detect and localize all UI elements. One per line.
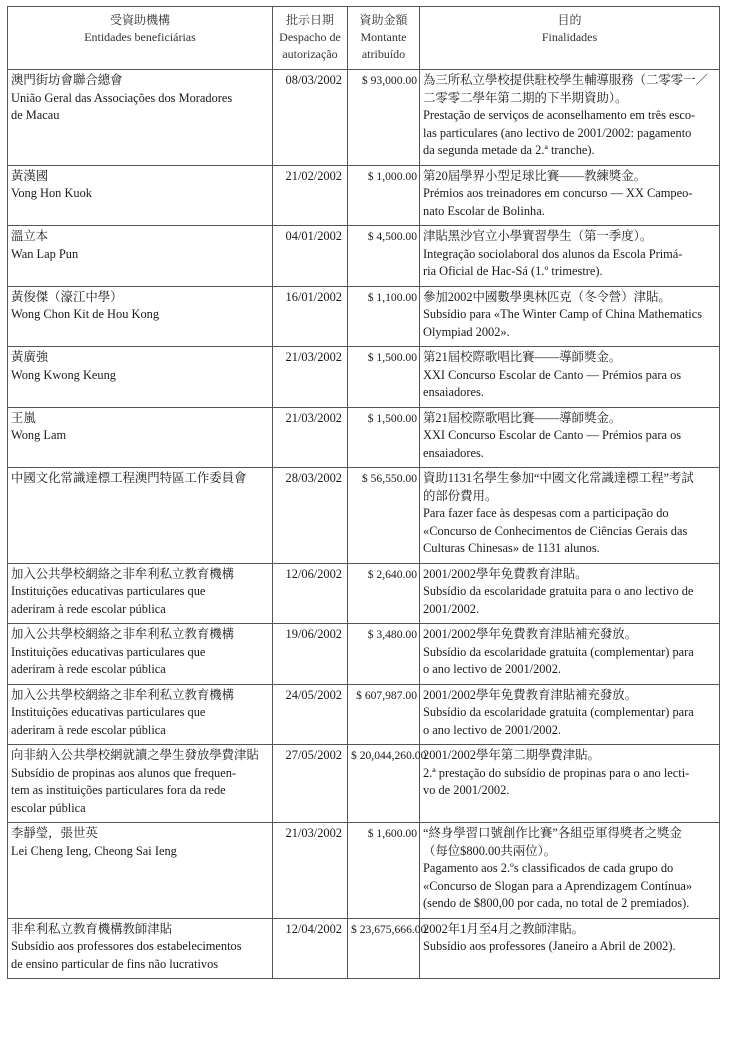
entity-line: 中國文化常識達標工程澳門特區工作委員會 — [11, 471, 247, 485]
purpose-line: Integração sociolaboral dos alunos da Escola Primá- — [423, 246, 683, 261]
purpose-line: Prémios aos treinadores em concurso — XX Campeo- — [423, 186, 693, 200]
entity-cell — [8, 684, 273, 745]
date-cell: 16/01/2002 — [273, 286, 348, 347]
purpose-line: Pagamento aos 2.ºs classificados de cada grupo do — [423, 861, 674, 875]
purpose-cell — [420, 684, 720, 745]
entity-cell — [8, 823, 273, 919]
entity-line: 黃俊傑（濠江中學） — [11, 289, 123, 304]
subsidy-table — [7, 6, 720, 979]
entity-line: Wan Lap Pun — [11, 246, 79, 261]
entity-line: 澳門街坊會聯合總會 — [11, 73, 123, 87]
purpose-line: ensaiadores. — [423, 445, 484, 460]
entity-line: 非牟利私立教育機構教師津貼 — [11, 921, 173, 936]
entity-line: tem as instituições particulares fora da rede — [11, 783, 226, 797]
header-purpose — [420, 7, 720, 70]
entity-cell — [8, 918, 273, 979]
entity-line: Instituições educativas particulares que — [11, 644, 206, 659]
entity-line: 加入公共學校網絡之非牟利私立教育機構 — [11, 566, 235, 581]
purpose-line: da segunda metade da 2.ª tranche). — [423, 143, 595, 157]
entity-line: aderiram à rede escolar pública — [11, 722, 166, 737]
purpose-line: o ano lectivo de 2001/2002. — [423, 722, 561, 737]
purpose-line: «Concurso de Conhecimentos de Ciências Gerais das — [423, 523, 688, 538]
table-row — [8, 745, 720, 823]
purpose-line: 2001/2002學年第二期學費津貼。 — [423, 748, 600, 762]
purpose-line: vo de 2001/2002. — [423, 783, 510, 797]
purpose-line: Subsídio da escolaridade gratuita para o ano lectivo de — [423, 584, 694, 598]
purpose-line: 的部份費用。 — [423, 488, 498, 503]
purpose-line: XXI Concurso Escolar de Canto — Prémios para os — [423, 428, 682, 442]
date-cell: 21/03/2002 — [273, 823, 348, 919]
amount-cell: $ 4,500.00 — [348, 226, 420, 287]
purpose-line: las particulares (ano lectivo de 2001/2002: pagamento — [423, 125, 692, 140]
entity-line: 王嵐 — [11, 410, 36, 425]
purpose-line: 第21屆校際歌唱比賽——導師獎金。 — [423, 350, 622, 364]
amount-cell: $ 607,987.00 — [348, 684, 420, 745]
table-row — [8, 563, 720, 624]
purpose-line: Subsídio da escolaridade gratuita (complementar) para — [423, 644, 694, 659]
entity-cell — [8, 286, 273, 347]
purpose-line: «Concurso de Slogan para a Aprendizagem Contínua» — [423, 878, 693, 893]
entity-cell — [8, 563, 273, 624]
purpose-line: 二零零二學年第二期的下半期資助）。 — [423, 90, 628, 105]
purpose-line: (sendo de $800,00 por cada, no total de 2 premiados). — [423, 896, 690, 910]
header-purpose-zh: 目的 — [557, 13, 582, 27]
amount-cell: $ 3,480.00 — [348, 624, 420, 685]
header-amount-zh: 資助金額 — [359, 13, 408, 27]
purpose-cell — [420, 468, 720, 564]
entity-line: 黃漢國 — [11, 168, 49, 183]
purpose-line: 第20屆學界小型足球比賽——教練獎金。 — [423, 168, 647, 183]
entity-line: 向非納入公共學校網就讀之學生發放學費津貼 — [11, 748, 259, 762]
purpose-cell — [420, 918, 720, 979]
date-cell: 28/03/2002 — [273, 468, 348, 564]
date-cell: 12/04/2002 — [273, 918, 348, 979]
purpose-cell — [420, 165, 720, 226]
date-cell: 21/02/2002 — [273, 165, 348, 226]
entity-line: aderiram à rede escolar pública — [11, 601, 166, 616]
amount-cell: $ 1,000.00 — [348, 165, 420, 226]
header-date — [273, 7, 348, 70]
purpose-line: o ano lectivo de 2001/2002. — [423, 662, 561, 676]
purpose-line: 資助1131名學生參加“中國文化常識達標工程”考試 — [423, 471, 694, 485]
entity-cell — [8, 745, 273, 823]
purpose-line: 2001/2002學年免費教育津貼補充發放。 — [423, 687, 638, 702]
purpose-cell — [420, 624, 720, 685]
header-amount — [348, 7, 420, 70]
amount-cell: $ 1,100.00 — [348, 286, 420, 347]
date-cell: 04/01/2002 — [273, 226, 348, 287]
table-row — [8, 918, 720, 979]
amount-cell: $ 20,044,260.00 — [348, 745, 420, 823]
table-row — [8, 624, 720, 685]
entity-line: Lei Cheng Ieng, Cheong Sai Ieng — [11, 843, 177, 858]
purpose-cell — [420, 823, 720, 919]
header-amount-pt1: Montante — [360, 30, 407, 44]
purpose-line: （每位$800.00共兩位）。 — [423, 843, 557, 858]
entity-line: escolar pública — [11, 800, 86, 815]
entity-line: 黃廣強 — [11, 350, 49, 364]
purpose-line: 2.ª prestação do subsídio de propinas para o ano lecti- — [423, 765, 690, 780]
table-row — [8, 165, 720, 226]
header-date-pt2: autorização — [282, 47, 338, 61]
purpose-cell — [420, 347, 720, 408]
amount-cell: $ 56,550.00 — [348, 468, 420, 564]
purpose-line: Para fazer face às despesas com a participação do — [423, 506, 669, 520]
purpose-line: Subsídio da escolaridade gratuita (complementar) para — [423, 705, 694, 719]
table-row — [8, 226, 720, 287]
amount-cell: $ 2,640.00 — [348, 563, 420, 624]
header-amount-pt2: atribuído — [361, 47, 406, 61]
entity-line: Instituições educativas particulares que — [11, 705, 206, 719]
entity-line: 溫立本 — [11, 229, 49, 243]
table-row — [8, 286, 720, 347]
entity-line: União Geral das Associações dos Moradores — [11, 90, 233, 105]
amount-cell: $ 1,600.00 — [348, 823, 420, 919]
entity-line: Wong Kwong Keung — [11, 367, 116, 382]
entity-line: Vong Hon Kuok — [11, 186, 93, 200]
purpose-line: “終身學習口號創作比賽”各組亞軍得獎者之獎金 — [423, 826, 682, 840]
entity-cell — [8, 165, 273, 226]
table-row — [8, 684, 720, 745]
date-cell: 19/06/2002 — [273, 624, 348, 685]
table-row — [8, 468, 720, 564]
purpose-line: Olympiad 2002». — [423, 324, 510, 339]
table-header-row — [8, 7, 720, 70]
header-entity-pt: Entidades beneficiárias — [84, 30, 196, 44]
header-entity — [8, 7, 273, 70]
date-cell: 24/05/2002 — [273, 684, 348, 745]
entity-line: Subsídio aos professores dos estabelecimentos — [11, 939, 242, 953]
header-date-zh: 批示日期 — [285, 13, 334, 27]
purpose-line: 參加2002中國數學奧林匹克（冬令營）津貼。 — [423, 289, 671, 304]
purpose-line: 2001/2002學年免費教育津貼補充發放。 — [423, 627, 638, 641]
entity-line: 加入公共學校網絡之非牟利私立教育機構 — [11, 687, 235, 702]
purpose-line: Culturas Chinesas» de 1131 alunos. — [423, 541, 600, 555]
entity-line: 李靜瑩，張世英 — [11, 826, 98, 840]
purpose-cell — [420, 286, 720, 347]
entity-line: aderiram à rede escolar pública — [11, 662, 166, 676]
date-cell: 08/03/2002 — [273, 70, 348, 166]
header-date-pt1: Despacho de — [279, 30, 341, 44]
purpose-line: 2002年1月至4月之教師津貼。 — [423, 921, 585, 936]
purpose-line: Subsídio aos professores (Janeiro a Abril de 2002). — [423, 939, 676, 953]
entity-line: de Macau — [11, 108, 60, 122]
entity-cell — [8, 70, 273, 166]
purpose-cell — [420, 226, 720, 287]
purpose-cell — [420, 407, 720, 468]
date-cell: 21/03/2002 — [273, 347, 348, 408]
entity-line: Wong Lam — [11, 428, 67, 442]
entity-cell — [8, 624, 273, 685]
entity-cell — [8, 226, 273, 287]
purpose-cell — [420, 563, 720, 624]
purpose-line: 為三所私立學校提供駐校學生輔導服務（二零零一／ — [423, 73, 708, 87]
table-row — [8, 347, 720, 408]
table-row — [8, 70, 720, 166]
purpose-line: ensaiadores. — [423, 385, 484, 399]
date-cell: 27/05/2002 — [273, 745, 348, 823]
table-row — [8, 823, 720, 919]
amount-cell: $ 1,500.00 — [348, 407, 420, 468]
date-cell: 12/06/2002 — [273, 563, 348, 624]
entity-line: Subsídio de propinas aos alunos que frequen- — [11, 765, 237, 780]
purpose-cell — [420, 70, 720, 166]
purpose-line: nato Escolar de Bolinha. — [423, 203, 545, 218]
table-row — [8, 407, 720, 468]
purpose-line: 第21屆校際歌唱比賽——導師獎金。 — [423, 410, 622, 425]
entity-cell — [8, 407, 273, 468]
purpose-line: Prestação de serviços de aconselhamento em três esco- — [423, 108, 696, 122]
amount-cell: $ 93,000.00 — [348, 70, 420, 166]
purpose-line: ria Oficial de Hac-Sá (1.º trimestre). — [423, 264, 603, 278]
amount-cell: $ 23,675,666.00 — [348, 918, 420, 979]
header-entity-zh: 受資助機構 — [109, 13, 170, 27]
amount-cell: $ 1,500.00 — [348, 347, 420, 408]
purpose-cell — [420, 745, 720, 823]
purpose-line: 2001/2002. — [423, 601, 480, 616]
purpose-line: 2001/2002學年免費教育津貼。 — [423, 566, 588, 581]
entity-line: Wong Chon Kit de Hou Kong — [11, 307, 160, 321]
entity-line: de ensino particular de fins não lucrativos — [11, 956, 219, 971]
entity-line: 加入公共學校網絡之非牟利私立教育機構 — [11, 627, 235, 641]
entity-cell — [8, 347, 273, 408]
purpose-line: XXI Concurso Escolar de Canto — Prémios para os — [423, 367, 682, 382]
purpose-line: 津貼黑沙官立小學實習學生（第一季度）。 — [423, 229, 653, 243]
entity-cell — [8, 468, 273, 564]
entity-line: Instituições educativas particulares que — [11, 584, 206, 598]
date-cell: 21/03/2002 — [273, 407, 348, 468]
header-purpose-pt: Finalidades — [541, 30, 598, 44]
purpose-line: Subsídio para «The Winter Camp of China Mathematics — [423, 307, 703, 321]
